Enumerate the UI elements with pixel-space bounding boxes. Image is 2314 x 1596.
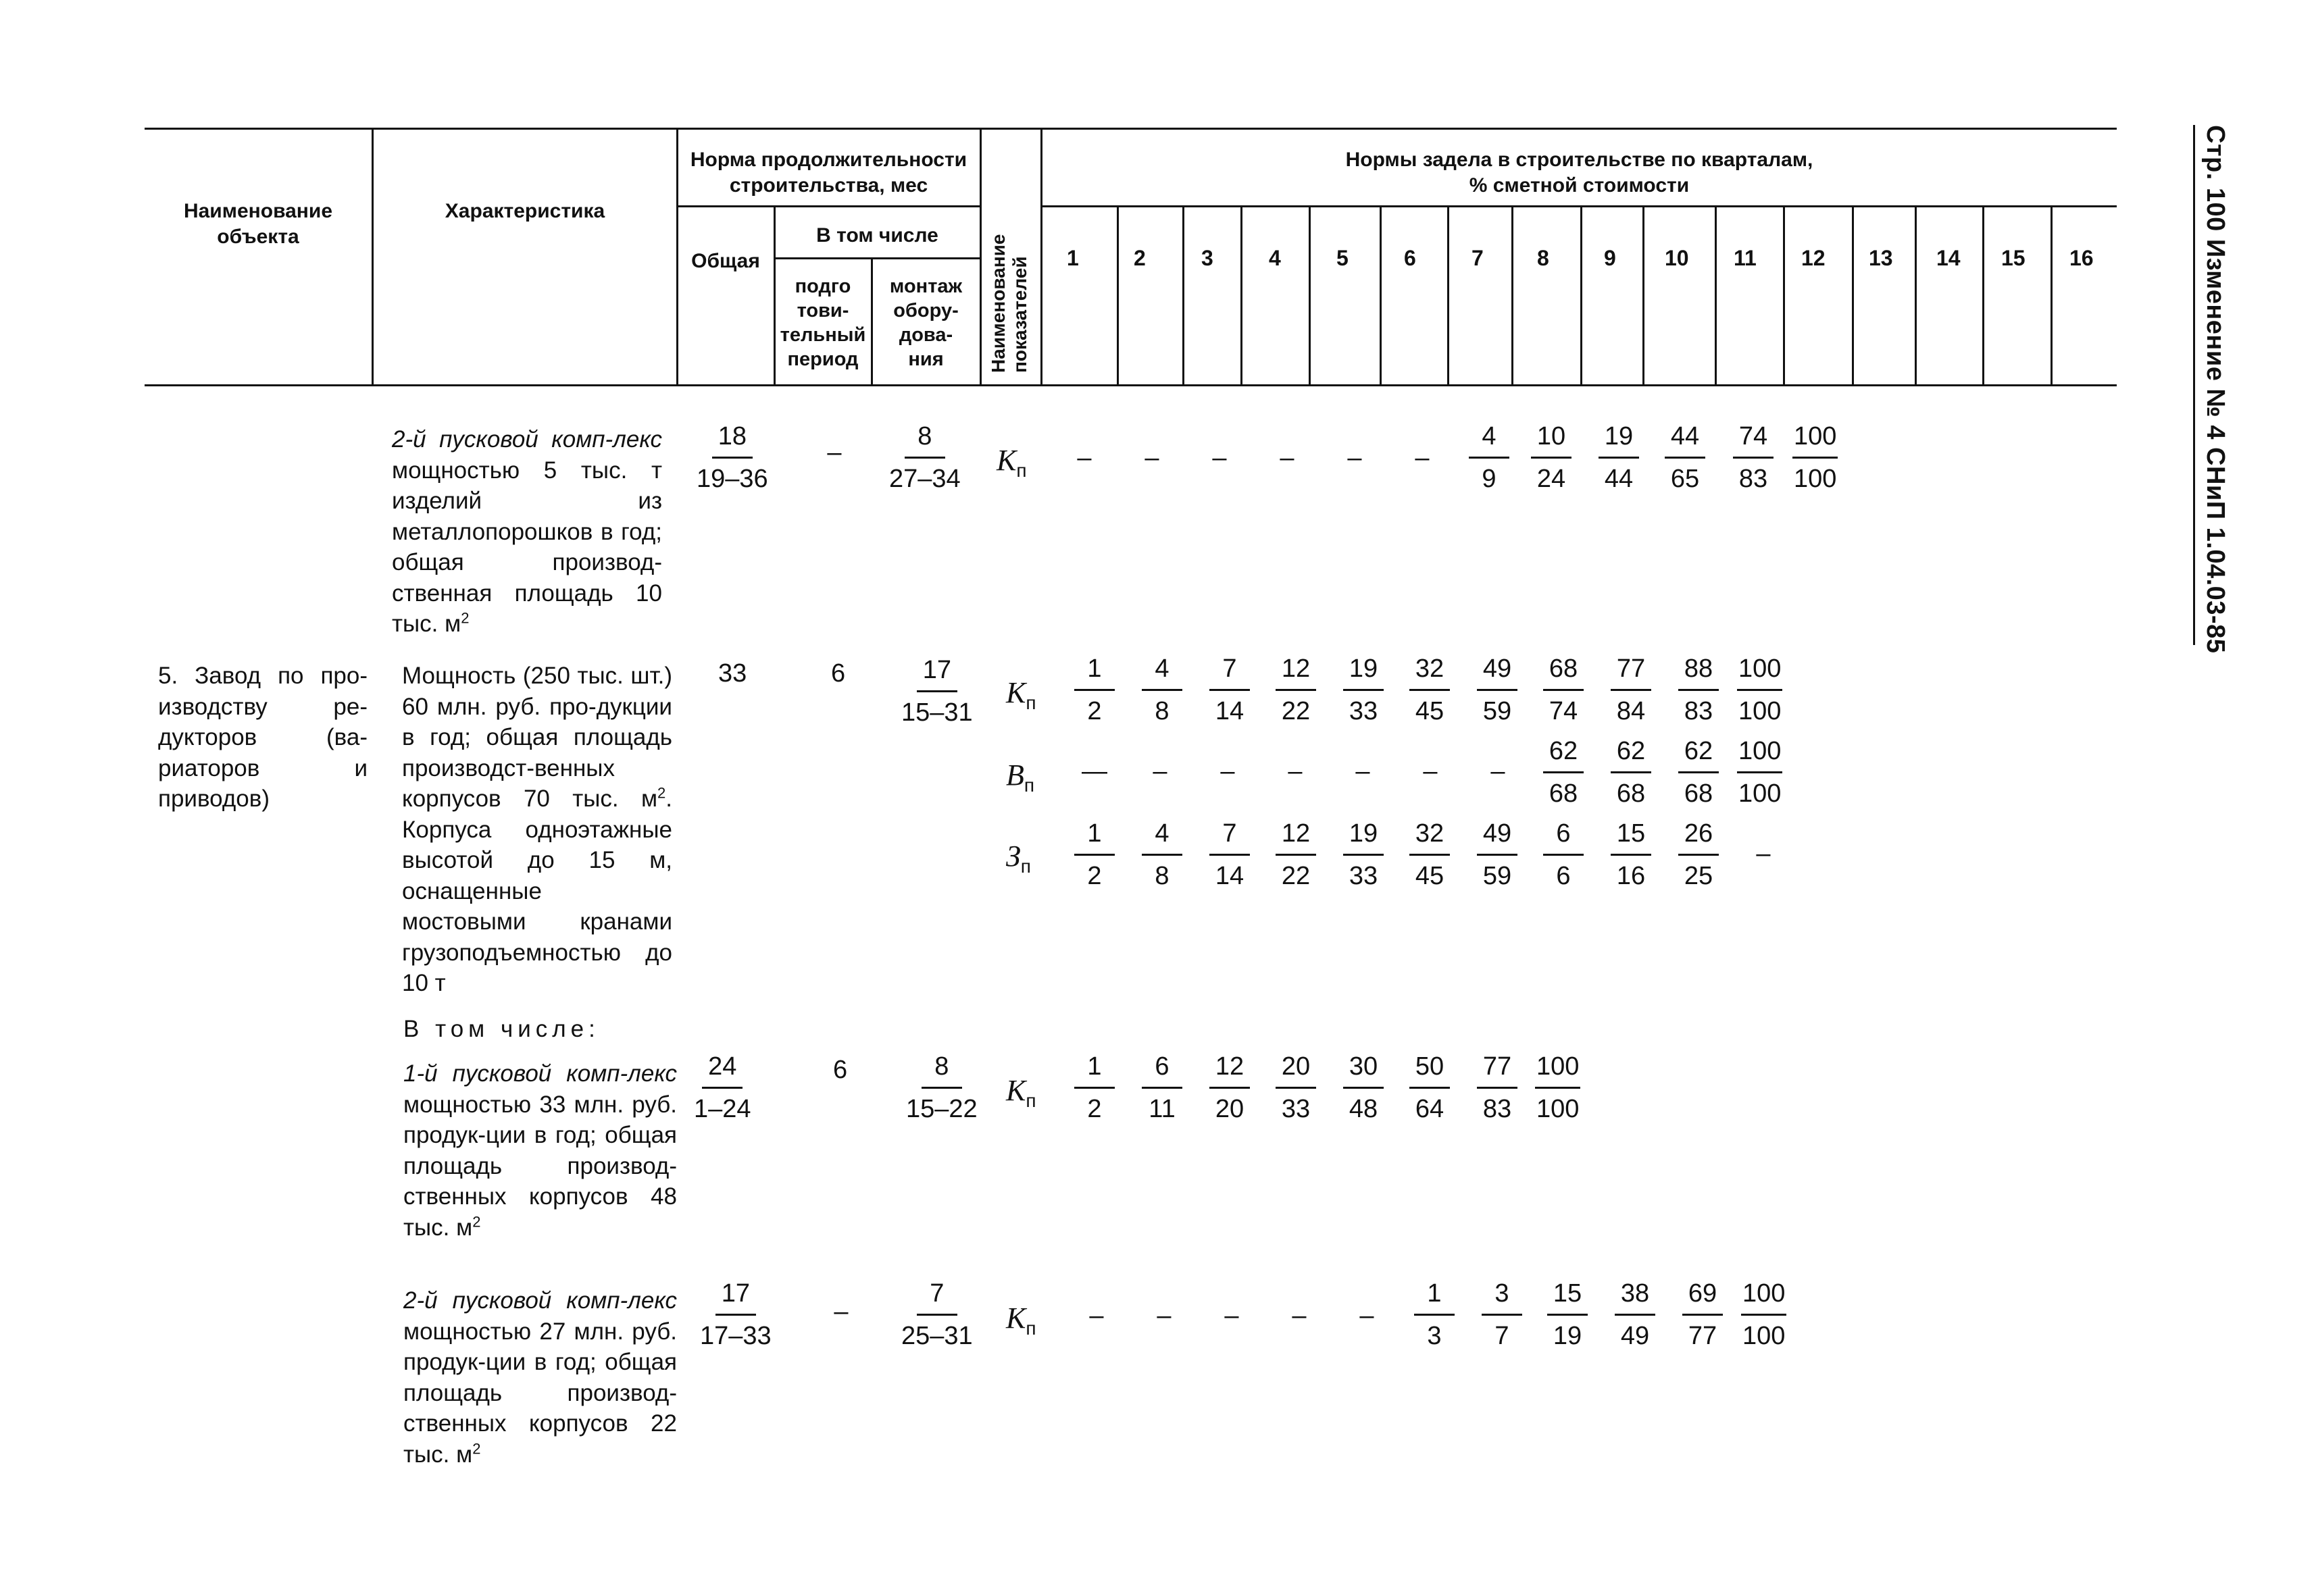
header-top-rule [145,128,2117,130]
frac-num: 1 [1074,654,1115,691]
subperiod-rule [775,257,981,259]
block3-q8 [1535,1052,1580,1124]
frac-den: 2 [1087,697,1102,725]
block3-q3 [1209,1052,1250,1124]
block4-q11 [1741,1279,1786,1351]
block4-total-frac [700,1279,772,1351]
frac-num: 100 [1741,1279,1786,1316]
indicator-sub: п [1020,855,1031,877]
frac-den: 3 [1427,1322,1442,1350]
frac-num: 88 [1678,654,1719,691]
block2-k-q7 [1477,654,1517,726]
frac-num: 7 [1209,654,1250,691]
block2-equip-frac [901,655,973,727]
dash: – [1212,444,1227,472]
frac-num: 49 [1477,819,1517,856]
block2-k-q3 [1209,654,1250,726]
indicator-name-header [988,234,1031,373]
block2-z-q10 [1678,819,1719,891]
duration-header-line: строительства, мес [729,174,928,197]
frac-den: 15–31 [901,698,973,727]
frac-num: 4 [1469,421,1509,459]
frac-den: 100 [1738,779,1782,808]
col-divider [1580,205,1582,384]
frac-den: 27–34 [889,465,961,493]
frac-num: 100 [1737,654,1782,691]
dash: – [1089,1302,1104,1330]
block4-characteristic [403,1285,677,1470]
frac-num: 17 [917,655,957,692]
block3-q5 [1343,1052,1384,1124]
frac-num: 62 [1543,736,1584,773]
frac-den: 83 [1738,465,1768,493]
block3-prep: 6 [833,1056,848,1084]
prep-line: период [787,349,859,370]
indicator-letter: K [1006,676,1026,709]
frac-den: 19–36 [697,465,768,493]
frac-den: 33 [1349,862,1378,890]
frac-den: 44 [1604,465,1634,493]
block2-z-q7 [1477,819,1517,891]
indicator-sub: п [1024,774,1035,796]
frac-den: 100 [1738,697,1782,725]
total-header: Общая [691,250,760,272]
block2-indicator-b [1006,758,1035,800]
frac-den: 15–22 [906,1095,978,1123]
name-col-header-line: объекта [217,226,299,248]
block2-z-q2 [1142,819,1182,891]
block1-equip-frac [889,421,961,494]
quarter-number: 14 [1936,246,1961,270]
equip-line: монтаж [889,276,963,297]
prep-line: тельный [780,324,866,346]
equipment-header [872,274,980,371]
backlog-header-line: % сметной стоимости [1469,174,1690,197]
dash: – [1280,444,1294,472]
block1-text: мощностью 5 тыс. т изделий из металлопорошков в год; общая производ-ственная площадь 10 тыс. м [392,457,662,637]
col-divider [1852,205,1854,384]
frac-den: 11 [1149,1095,1176,1123]
frac-den: 22 [1281,862,1311,890]
frac-num: 26 [1678,819,1719,856]
quarter-number: 11 [1734,246,1757,270]
quarter-number: 16 [2069,246,2094,270]
block1-prep: – [827,438,842,467]
block2-k-q6 [1409,654,1450,726]
block3-q7 [1477,1052,1517,1124]
col-divider [2051,205,2053,384]
frac-num: 62 [1611,736,1651,773]
block1-characteristic [392,424,662,640]
frac-num: 15 [1547,1279,1588,1316]
name-col-header-line: Наименование [183,200,333,222]
frac-den: 65 [1670,465,1700,493]
block4-q6 [1414,1279,1455,1351]
frac-num: 1 [1074,819,1115,856]
block2-b-q8 [1543,736,1584,808]
block2-k-q5 [1343,654,1384,726]
block2-k-q11 [1737,654,1782,726]
frac-den: 2 [1087,862,1102,890]
block4-prep: – [834,1297,849,1326]
dash: – [1756,840,1771,868]
block4-italic-text: 2-й пусковой комп-лекс [403,1287,677,1314]
col-divider [1783,205,1785,384]
block2-indicator-k [1006,678,1036,718]
indicator-letter: K [1006,1302,1026,1335]
frac-den: 64 [1415,1095,1444,1123]
dash: – [1288,757,1303,786]
frac-num: 49 [1477,654,1517,691]
block2-k-q4 [1276,654,1316,726]
block3-q2 [1142,1052,1182,1124]
frac-num: 19 [1343,654,1384,691]
block2-b-q10 [1678,736,1719,808]
quarter-number: 6 [1404,246,1416,270]
duration-header [678,147,980,199]
dash: – [1157,1302,1172,1330]
block3-q4 [1276,1052,1316,1124]
block2-z-q1 [1074,819,1115,891]
dash: – [1224,1302,1239,1330]
block1-italic-text: 2-й пусковой комп-лекс [392,426,662,453]
page-header-rule [2193,125,2195,645]
block2-text2: . Корпуса одноэтажные высотой до 15 м, оснащенные мостовыми кранами грузоподъемностью до 10 т [402,786,672,996]
block2-k-q9 [1611,654,1651,726]
frac-num: 30 [1343,1052,1384,1089]
frac-num: 10 [1531,421,1571,459]
col-divider [980,128,982,384]
block2-z-q6 [1409,819,1450,891]
frac-den: 9 [1482,465,1496,493]
frac-num: 7 [917,1279,957,1316]
frac-num: 17 [715,1279,756,1316]
quarter-number: 12 [1801,246,1826,270]
block3-indicator [1006,1076,1036,1116]
block1-q8 [1531,421,1571,494]
frac-den: 100 [1536,1095,1580,1123]
frac-num: 4 [1142,819,1182,856]
quarter-number: 13 [1869,246,1893,270]
indicator-sub: п [1026,692,1036,713]
frac-num: 7 [1209,819,1250,856]
frac-num: 15 [1611,819,1651,856]
block2-text: Мощность (250 тыс. шт.) 60 млн. руб. про-дукции в год; общая площадь производст-венных корпусов 70 тыс. м [402,663,672,812]
col-divider [1380,205,1382,384]
block1-q11 [1733,421,1774,494]
frac-den: 68 [1616,779,1646,808]
block4-equip-frac [901,1279,973,1351]
frac-den: 16 [1616,862,1646,890]
header-bottom-rule [145,384,2117,386]
block4-q8 [1547,1279,1588,1351]
frac-den: 14 [1215,862,1244,890]
prep-line: подго [795,276,851,297]
block4-q10 [1682,1279,1723,1351]
dash: – [1153,757,1167,786]
frac-den: 1–24 [694,1095,751,1123]
frac-den: 14 [1215,697,1244,725]
dash: – [1490,757,1505,786]
frac-den: 59 [1482,697,1512,725]
block2-k-q2 [1142,654,1182,726]
prep-period-header [775,274,871,371]
block2-z-q9 [1611,819,1651,891]
frac-num: 12 [1276,654,1316,691]
quarter-number: 9 [1604,246,1616,270]
block3-q6 [1409,1052,1450,1124]
frac-den: 33 [1349,697,1378,725]
quarter-number: 1 [1067,246,1079,270]
frac-num: 50 [1409,1052,1450,1089]
dash: – [1423,757,1438,786]
dash: – [1220,757,1235,786]
frac-den: 100 [1794,465,1837,493]
frac-den: 6 [1556,862,1571,890]
frac-num: 6 [1142,1052,1182,1089]
dash: – [1355,757,1370,786]
frac-num: 77 [1477,1052,1517,1089]
block1-q7 [1469,421,1509,494]
frac-den: 74 [1549,697,1578,725]
frac-den: 59 [1482,862,1512,890]
col-divider [1511,205,1513,384]
frac-den: 8 [1155,697,1169,725]
col-divider [372,128,374,384]
frac-den: 17–33 [700,1322,772,1350]
col-divider [1447,205,1449,384]
block3-total-frac [694,1052,751,1124]
frac-den: 22 [1281,697,1311,725]
quarter-number: 5 [1336,246,1349,270]
frac-den: 83 [1482,1095,1512,1123]
equip-line: обору- [893,300,959,321]
frac-den: 20 [1215,1095,1244,1123]
frac-num: 1 [1414,1279,1455,1316]
frac-den: 7 [1494,1322,1509,1350]
quarter-number: 15 [2001,246,2026,270]
block2-indicator-z [1006,842,1031,881]
block2-z-q4 [1276,819,1316,891]
block2-k-q1 [1074,654,1115,726]
frac-num: 19 [1599,421,1639,459]
col-divider [1642,205,1644,384]
frac-num: 68 [1543,654,1584,691]
dash: — [1082,757,1107,786]
quarter-number: 7 [1472,246,1484,270]
frac-den: 25 [1684,862,1713,890]
frac-num: 69 [1682,1279,1723,1316]
block4-q9 [1615,1279,1655,1351]
block3-q1 [1074,1052,1115,1124]
frac-den: 2 [1087,1095,1102,1123]
block1-sup: 2 [461,609,470,627]
frac-num: 20 [1276,1052,1316,1089]
frac-num: 100 [1792,421,1838,459]
dash: – [1359,1302,1374,1330]
col-divider [1309,205,1311,384]
block3-italic-text: 1-й пусковой комп-лекс [403,1060,677,1087]
frac-num: 62 [1678,736,1719,773]
col-divider [1982,205,1984,384]
block2-z-q3 [1209,819,1250,891]
frac-den: 68 [1684,779,1713,808]
frac-den: 84 [1616,697,1646,725]
frac-den: 25–31 [901,1322,973,1350]
dash: – [1077,444,1092,472]
frac-den: 45 [1415,697,1444,725]
block4-text: мощностью 27 млн. руб. продук-ции в год; общая площадь производ-ственных корпусов 22 тыс. м [403,1318,677,1468]
frac-den: 45 [1415,862,1444,890]
quarter-number: 2 [1134,246,1146,270]
frac-num: 8 [905,421,945,459]
col-divider [1915,205,1917,384]
frac-num: 32 [1409,819,1450,856]
equip-line: дова- [899,324,953,346]
dash: – [1415,444,1430,472]
frac-num: 1 [1074,1052,1115,1089]
frac-den: 77 [1688,1322,1717,1350]
frac-num: 77 [1611,654,1651,691]
name-col-header [145,199,372,250]
block2-z-q8 [1543,819,1584,891]
frac-den: 100 [1742,1322,1786,1350]
page-header: Стр. 100 Изменение № 4 СНиП 1.04.03-85 [2201,125,2230,654]
frac-den: 24 [1536,465,1566,493]
dash: – [1292,1302,1307,1330]
subsection-label: В том числе: [403,1016,600,1042]
frac-num: 8 [922,1052,962,1089]
indicator-letter: K [997,444,1017,477]
block2-b-q11 [1737,736,1782,808]
col-divider [1715,205,1717,384]
prep-line: тови- [797,300,849,321]
col-divider [1117,205,1119,384]
block4-indicator [1006,1304,1036,1343]
frac-num: 44 [1665,421,1705,459]
indicator-header-line: показателей [1009,256,1030,373]
frac-num: 100 [1737,736,1782,773]
dash: – [1145,444,1159,472]
frac-num: 4 [1142,654,1182,691]
frac-num: 38 [1615,1279,1655,1316]
frac-num: 100 [1535,1052,1580,1089]
block1-q9 [1599,421,1639,494]
block2-characteristic [402,661,672,999]
block1-total-frac [697,421,768,494]
block2-z-q5 [1343,819,1384,891]
frac-den: 68 [1549,779,1578,808]
block3-characteristic [403,1058,677,1243]
block1-indicator [997,446,1027,486]
block2-sup: 2 [657,784,666,802]
frac-den: 19 [1553,1322,1582,1350]
frac-num: 19 [1343,819,1384,856]
duration-header-line: Норма продолжительности [690,149,967,171]
frac-num: 12 [1209,1052,1250,1089]
frac-den: 33 [1281,1095,1311,1123]
indicator-header-line: Наименование [988,234,1009,373]
equip-line: ния [908,349,944,370]
frac-num: 24 [702,1052,743,1089]
quarter-number: 10 [1665,246,1689,270]
frac-den: 49 [1620,1322,1650,1350]
backlog-header-line: Нормы задела в строительстве по кварталам, [1345,149,1813,171]
frac-num: 32 [1409,654,1450,691]
block2-object-name: 5. Завод по про-изводству ре-дукторов (ва-риаторов и приводов) [158,663,368,812]
indicator-sub: п [1016,459,1027,481]
frac-den: 8 [1155,862,1169,890]
quarter-number: 8 [1537,246,1549,270]
block3-equip-frac [906,1052,978,1124]
block4-sup: 2 [472,1439,481,1457]
block4-q7 [1482,1279,1522,1351]
col-divider [1240,205,1242,384]
in-that-number-header: В том числе [816,224,938,247]
frac-num: 3 [1482,1279,1522,1316]
frac-num: 12 [1276,819,1316,856]
frac-num: 6 [1543,819,1584,856]
block2-total: 33 [718,659,747,688]
indicator-sub: п [1026,1317,1036,1339]
frac-den: 48 [1349,1095,1378,1123]
block2-prep: 6 [831,659,846,688]
quarter-number: 3 [1201,246,1213,270]
frac-num: 74 [1733,421,1774,459]
indicator-letter: З [1006,840,1021,873]
indicator-letter: K [1006,1074,1026,1107]
block1-q10 [1665,421,1705,494]
dash: – [1347,444,1362,472]
indicator-sub: п [1026,1089,1036,1111]
char-col-header: Характеристика [445,200,605,222]
col-divider [1182,205,1184,384]
block3-text: мощностью 33 млн. руб. продук-ции в год; общая площадь производ-ственных корпусов 48 тыс. м [403,1091,677,1241]
block1-q12 [1792,421,1838,494]
quarter-number: 4 [1269,246,1281,270]
quarters-rule [1042,205,2117,207]
block2-b-q9 [1611,736,1651,808]
frac-num: 18 [712,421,753,459]
block3-sup: 2 [472,1212,481,1230]
backlog-norms-header [1042,147,2117,199]
block2-k-q10 [1678,654,1719,726]
duration-rule [678,205,981,207]
frac-den: 83 [1684,697,1713,725]
block2-k-q8 [1543,654,1584,726]
indicator-letter: B [1006,758,1024,792]
